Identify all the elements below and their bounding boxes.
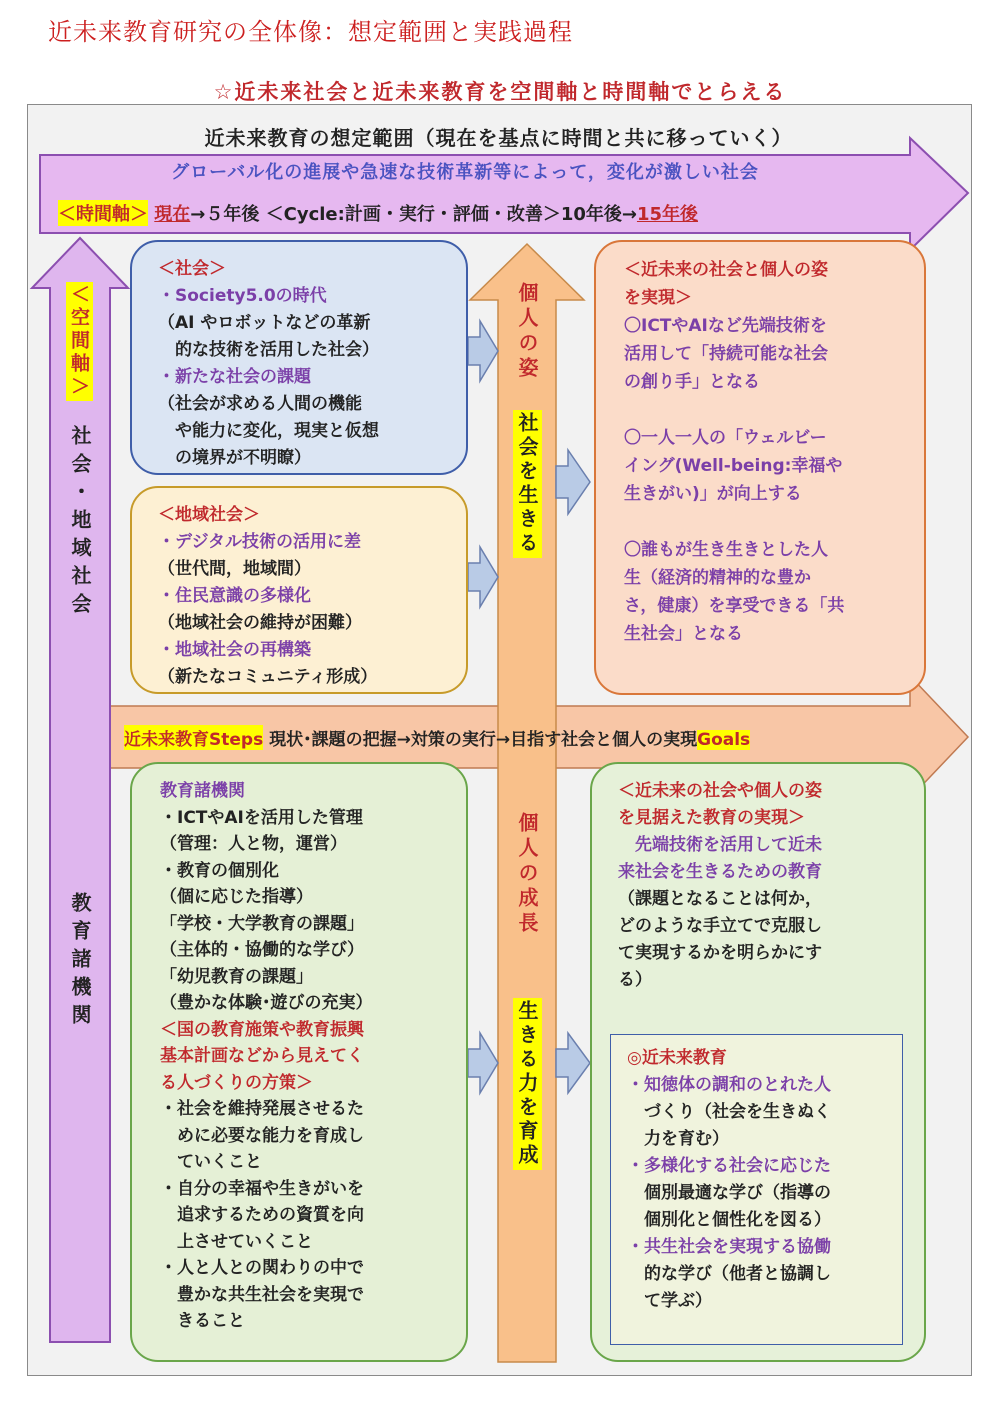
edu-item: 「学校・大学教育の課題」 [160, 913, 364, 934]
future-item: の創り手」となる [624, 372, 760, 392]
society-item-detail: （AI やロボットなどの革新 [158, 313, 371, 333]
center-upper-body: 社会を生きる [513, 410, 542, 558]
edu-item: （豊かな体験･遊びの充実） [160, 993, 373, 1013]
connector-arrow [468, 1033, 498, 1093]
edu-item: ・ICTやAIを活用した管理 [160, 807, 363, 828]
inner-item: ・共生社会を実現する協働 [627, 1237, 831, 1257]
society-item-detail: （社会が求める人間の機能 [158, 394, 362, 414]
edu-policy-heading: ＜国の教育施策や教育振興 [160, 1019, 364, 1040]
edu-item: 上させていくこと [160, 1231, 313, 1252]
subtitle: ☆近未来社会と近未来教育を空間軸と時間軸でとらえる [213, 80, 787, 104]
time-axis-timeline [58, 200, 698, 226]
future-heading: を実現＞ [624, 288, 692, 308]
edu-policy-heading: 基本計画などから見えてく [160, 1046, 364, 1066]
edu-item: ・自分の幸福や生きがいを [160, 1178, 364, 1199]
society-item: ・新たな社会の課題 [158, 367, 311, 387]
connector-arrow [468, 321, 498, 381]
steps-goal: Goals [697, 730, 751, 750]
steps-tag: 近未来教育Steps [124, 725, 263, 750]
region-box [130, 486, 468, 694]
region-item-detail: （世代間，地域間） [158, 559, 311, 579]
future-item: さ，健康）を享受できる「共 [624, 596, 845, 616]
edureal-item: どのような手立てで克服し [618, 916, 822, 936]
edu-item: ・社会を維持発展させるた [160, 1099, 364, 1119]
education-institutions-box [130, 762, 468, 1362]
near-future-education-box [610, 1034, 903, 1345]
spacer [624, 508, 910, 536]
connector-arrow [556, 450, 590, 514]
future-item: 〇一人一人の「ウェルビー [624, 428, 827, 448]
edureal-item: 来社会を生きるための教育 [618, 862, 822, 882]
edureal-item: 先端技術を活用して近未 [618, 835, 822, 855]
region-item-detail: （地域社会の維持が困難） [158, 613, 362, 633]
time-axis-tag: ＜時間軸＞ [58, 200, 148, 226]
society-item: ・Society5.0の時代 [158, 286, 327, 306]
future-box [594, 240, 926, 695]
edureal-item: る） [618, 970, 652, 990]
steps-label [124, 725, 750, 750]
time-end: 15年後 [636, 204, 699, 225]
edu-item: （主体的・協働的な学び） [160, 940, 364, 960]
range-label: 近未来教育の想定範囲（現在を基点に時間と共に移っていく） [204, 126, 793, 150]
society-item-detail: 的な技術を活用した社会） [158, 340, 379, 360]
steps-body: 現状･課題の把握→対策の実行→目指す社会と個人の実現 [269, 730, 698, 750]
region-item: ・デジタル技術の活用に差 [158, 532, 361, 552]
future-item: 生きがい)」が向上する [624, 484, 802, 504]
future-heading: ＜近未来の社会と個人の姿 [624, 260, 828, 280]
inner-item: 力を育む） [627, 1129, 729, 1149]
edu-item: 「幼児教育の課題」 [160, 966, 313, 987]
inner-item: 個別最適な学び（指導の [627, 1183, 831, 1203]
future-item: イング(Well-being:幸福や [624, 456, 843, 476]
edureal-heading: ＜近未来の社会や個人の姿 [618, 781, 822, 801]
region-item: ・地域社会の再構築 [158, 640, 311, 660]
edu-heading: 教育諸機関 [160, 781, 245, 801]
space-axis-tag: ＜空間軸＞ [66, 282, 93, 401]
space-axis-upper-label: 社会・地域社会 [68, 425, 92, 621]
society-heading: ＜社会＞ [158, 259, 226, 279]
future-item: 生（経済的精神的な豊か [624, 568, 811, 588]
edu-item: 追求するための資質を向 [160, 1205, 364, 1225]
connector-arrow [556, 1033, 590, 1093]
inner-heading: ◎近未来教育 [627, 1048, 727, 1068]
region-heading: ＜地域社会＞ [158, 505, 260, 525]
spacer [624, 396, 910, 424]
inner-item: て学ぶ） [627, 1291, 712, 1311]
edu-item: ・教育の個別化 [160, 860, 279, 881]
time-cycle: →５年後 ＜Cycle:計画・実行・評価・改善＞10年後→ [190, 204, 637, 225]
space-axis-arrow [32, 238, 128, 1342]
center-lower-body: 生きる力を育成 [513, 998, 542, 1170]
inner-item: ・知徳体の調和のとれた人 [627, 1075, 831, 1095]
edureal-item: て実現するかを明らかにす [618, 943, 822, 963]
time-axis-arrow [40, 138, 968, 250]
time-axis-description: グローバル化の進展や急速な技術革新等によって，変化が激しい社会 [171, 162, 759, 183]
edu-item: ていくこと [160, 1152, 262, 1172]
inner-item: 的な学び（他者と協調し [627, 1264, 831, 1284]
region-item-detail: （新たなコミュニティ形成） [158, 667, 378, 687]
future-item: 〇誰もが生き生きとした人 [624, 540, 828, 560]
edu-item: ・人と人との関わりの中で [160, 1258, 364, 1278]
center-lower-head: 個人の成長 [515, 812, 539, 937]
edu-item: （管理：人と物，運営） [160, 834, 347, 854]
edu-policy-heading: る人づくりの方策＞ [160, 1072, 313, 1093]
edu-item: めに必要な能力を育成し [160, 1125, 364, 1146]
edureal-item: （課題となることは何か， [618, 889, 822, 909]
edu-item: きること [160, 1311, 245, 1331]
future-item: 〇ICTやAIなど先端技術を [624, 316, 827, 336]
society-item-detail: の境界が不明瞭） [158, 448, 311, 468]
future-item: 生社会」となる [624, 624, 743, 644]
inner-item: 個別化と個性化を図る） [627, 1210, 831, 1230]
center-upper-head: 個人の姿 [515, 282, 539, 382]
edu-item: （個に応じた指導） [160, 887, 313, 907]
society-box [130, 240, 468, 475]
edu-item: 豊かな共生社会を実現で [160, 1284, 364, 1305]
time-start: 現在 [154, 204, 191, 225]
page-title: 近未来教育研究の全体像：想定範囲と実践過程 [48, 18, 573, 46]
future-item: 活用して「持続可能な社会 [624, 344, 828, 364]
edureal-heading: を見据えた教育の実現＞ [618, 808, 805, 828]
region-item: ・住民意識の多様化 [158, 586, 311, 606]
space-axis-lower-label: 教育諸機関 [68, 892, 92, 1032]
inner-item: ・多様化する社会に応じた [627, 1156, 831, 1176]
connector-arrow [468, 547, 498, 607]
society-item-detail: や能力に変化，現実と仮想 [158, 421, 379, 441]
inner-item: づくり（社会を生きぬく [627, 1102, 831, 1122]
